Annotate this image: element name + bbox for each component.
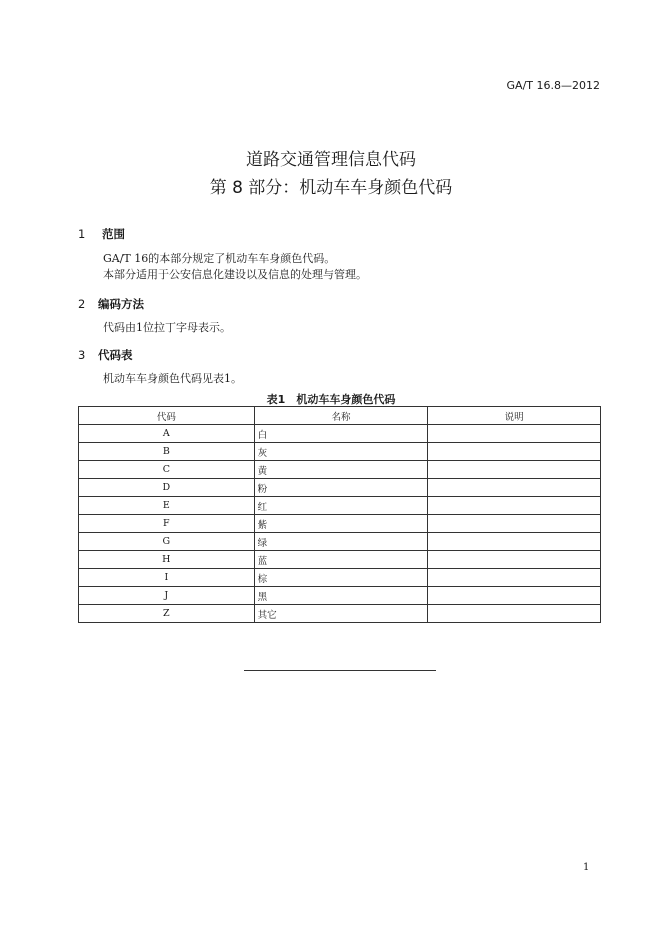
name-cell: 黄	[254, 461, 428, 479]
table-row	[79, 587, 601, 605]
section-3-heading	[78, 347, 133, 363]
note-cell	[428, 425, 601, 443]
name-cell: 黑	[254, 587, 428, 605]
note-cell	[428, 587, 601, 605]
table-row	[79, 461, 601, 479]
document-subtitle: 第 8 部分：机动车车身颜色代码	[209, 178, 453, 198]
note-cell	[428, 479, 601, 497]
page-number: 1	[583, 862, 590, 873]
table-row	[79, 497, 601, 515]
section-number: 1	[78, 227, 86, 241]
code-cell: A	[79, 425, 255, 443]
note-cell	[428, 551, 601, 569]
table-row	[79, 425, 601, 443]
code-cell: I	[79, 569, 255, 587]
table-row	[79, 515, 601, 533]
name-cell: 蓝	[254, 551, 428, 569]
table-row	[79, 443, 601, 461]
section-1-heading	[78, 226, 125, 242]
name-cell: 紫	[254, 515, 428, 533]
section-2-heading	[78, 296, 144, 312]
note-cell	[428, 497, 601, 515]
note-cell	[428, 461, 601, 479]
note-cell	[428, 569, 601, 587]
column-header-note: 说明	[428, 407, 601, 425]
name-cell: 红	[254, 497, 428, 515]
section-title: 编码方法	[98, 297, 144, 311]
table-caption: 表1 机动车车身颜色代码	[266, 393, 396, 406]
note-cell	[428, 533, 601, 551]
section-title: 代码表	[98, 348, 133, 362]
section-number: 2	[78, 297, 86, 311]
name-cell: 其它	[254, 605, 428, 623]
section-1-paragraph: GA/T 16的本部分规定了机动车车身颜色代码。	[103, 252, 336, 265]
code-cell: D	[79, 479, 255, 497]
name-cell: 灰	[254, 443, 428, 461]
table-header-row	[79, 407, 601, 425]
code-cell: J	[79, 587, 255, 605]
code-cell: F	[79, 515, 255, 533]
name-cell: 棕	[254, 569, 428, 587]
end-rule	[244, 670, 436, 671]
code-cell: H	[79, 551, 255, 569]
section-number: 3	[78, 348, 86, 362]
table-row	[79, 533, 601, 551]
section-2-paragraph: 代码由1位拉丁字母表示。	[103, 321, 231, 334]
note-cell	[428, 443, 601, 461]
section-3-paragraph: 机动车车身颜色代码见表1。	[103, 372, 242, 385]
code-cell: C	[79, 461, 255, 479]
table-row	[79, 569, 601, 587]
section-title: 范围	[102, 227, 125, 241]
table-row	[79, 605, 601, 623]
code-cell: Z	[79, 605, 255, 623]
column-header-name: 名称	[254, 407, 428, 425]
column-header-code: 代码	[79, 407, 255, 425]
note-cell	[428, 605, 601, 623]
table-row	[79, 551, 601, 569]
color-code-table	[78, 406, 601, 623]
standard-code: GA/T 16.8—2012	[506, 79, 600, 92]
name-cell: 白	[254, 425, 428, 443]
name-cell: 粉	[254, 479, 428, 497]
name-cell: 绿	[254, 533, 428, 551]
note-cell	[428, 515, 601, 533]
table-row	[79, 479, 601, 497]
code-cell: E	[79, 497, 255, 515]
code-cell: B	[79, 443, 255, 461]
section-1-paragraph: 本部分适用于公安信息化建设以及信息的处理与管理。	[103, 268, 367, 281]
document-title: 道路交通管理信息代码	[246, 150, 416, 170]
code-cell: G	[79, 533, 255, 551]
